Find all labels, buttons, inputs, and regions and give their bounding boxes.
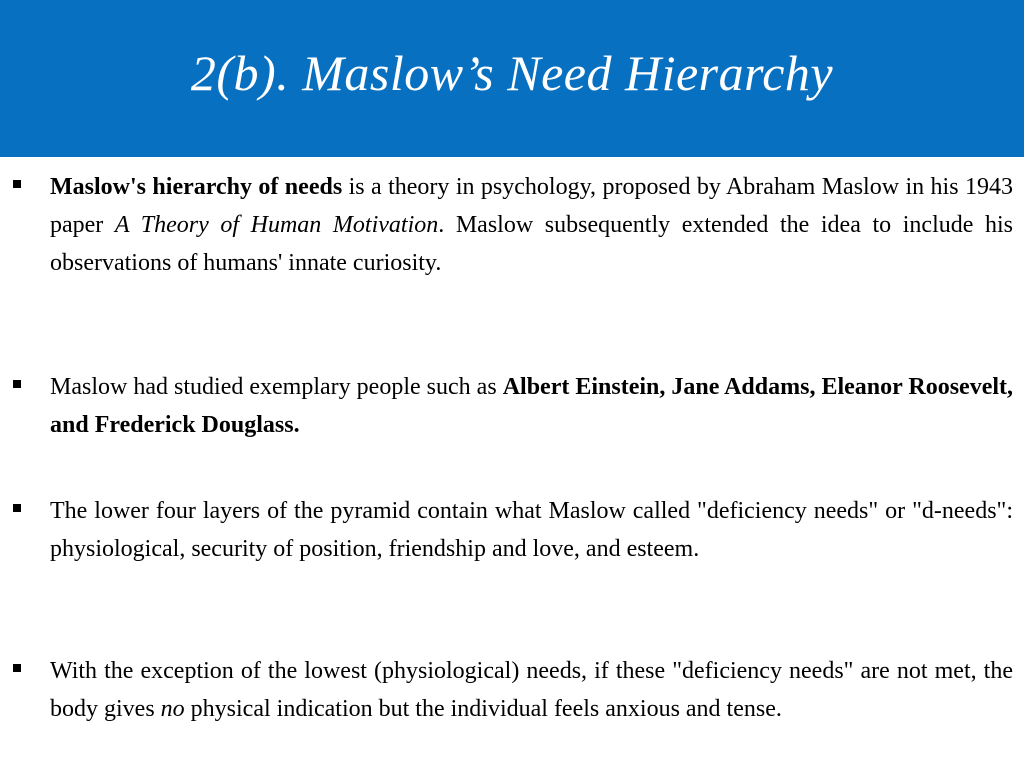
bullet-text xyxy=(50,168,1013,282)
emphasis-italic: no xyxy=(160,696,185,722)
slide-title: 2(b). Maslow’s Need Hierarchy xyxy=(190,44,834,101)
square-bullet-icon xyxy=(13,504,21,512)
term-bold: Maslow's hierarchy of needs xyxy=(50,174,343,200)
text-segment: . Maslow subsequently extended the idea to include his observations of humans' innate curiosity. xyxy=(50,212,1014,276)
square-bullet-icon xyxy=(13,664,21,672)
square-bullet-icon xyxy=(13,380,21,388)
bullet-text xyxy=(50,368,1013,444)
text-segment: Maslow had studied exemplary people such as xyxy=(50,374,503,400)
people-names-bold: Albert Einstein, Jane Addams, Eleanor Roosevelt, and Frederick Douglass. xyxy=(50,374,1014,438)
text-segment: physical indication but the individual feels anxious and tense. xyxy=(184,696,782,722)
bullet-text xyxy=(50,492,1013,568)
text-segment: With the exception of the lowest (physiological) needs, if these "deficiency needs" are not met, the body gives xyxy=(50,658,1013,722)
title-bar xyxy=(0,0,1024,157)
square-bullet-icon xyxy=(13,180,21,188)
text-segment: The lower four layers of the pyramid contain what Maslow called "deficiency needs" or "d-needs": physiological, security of position, friendship and love, and esteem. xyxy=(50,498,1013,562)
bullet-text xyxy=(50,652,1013,728)
paper-title: A Theory of Human Motivation xyxy=(114,212,439,238)
text-segment: is a theory in psychology, proposed by Abraham Maslow in his 1943 paper xyxy=(50,174,1013,238)
